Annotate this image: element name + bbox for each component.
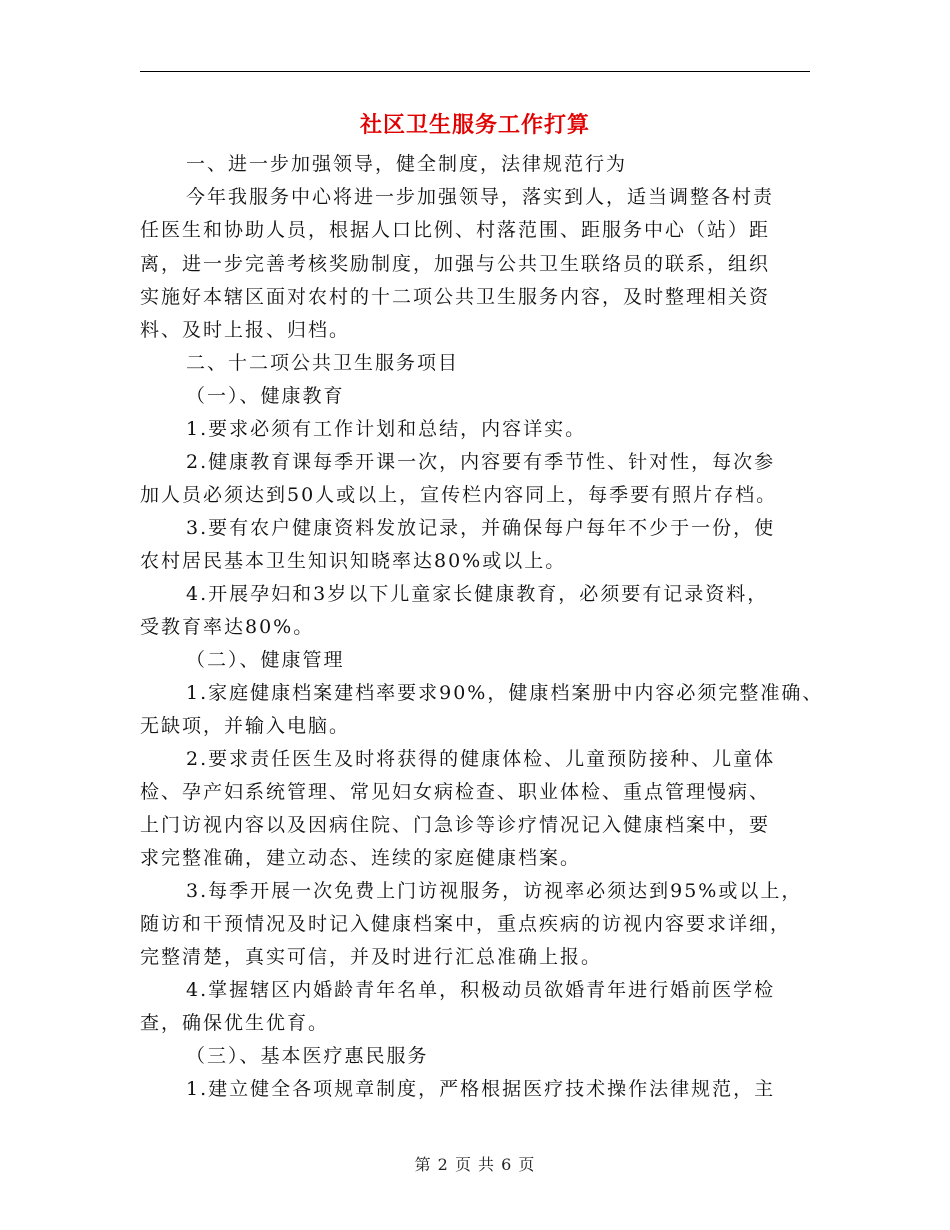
text-line: 今年我服务中心将进一步加强领导，落实到人，适当调整各村责 (186, 186, 775, 208)
text-line: 离，进一步完善考核奖励制度，加强与公共卫生联络员的联系，组织 (140, 253, 771, 275)
text-line: （一）、健康教育 (186, 385, 345, 407)
text-line: 2.健康教育课每季开课一次，内容要有季节性、针对性，每次参 (186, 451, 776, 473)
text-line: 实施好本辖区面对农村的十二项公共卫生服务内容，及时整理相关资 (140, 286, 771, 308)
text-line: 农村居民基本卫生知识知晓率达80%或以上。 (140, 550, 567, 572)
text-line: 任医生和协助人员，根据人口比例、村落范围、距服务中心（站）距 (140, 219, 771, 241)
text-line: 受教育率达80%。 (140, 616, 315, 638)
document-title: 社区卫生服务工作打算 (359, 112, 590, 138)
text-line: 随访和干预情况及时记入健康档案中，重点疾病的访视内容要求详细， (140, 913, 792, 935)
text-line: （二）、健康管理 (186, 649, 345, 671)
text-line: 查，确保优生优育。 (140, 1012, 330, 1034)
text-line: 1.建立健全各项规章制度，严格根据医疗技术操作法律规范，主 (186, 1078, 776, 1100)
text-line: 一、进一步加强领导，健全制度，法律规范行为 (186, 153, 628, 175)
text-line: 二、十二项公共卫生服务项目 (186, 352, 460, 374)
text-line: 4.开展孕妇和3岁以下儿童家长健康教育，必须要有记录资料， (186, 583, 769, 605)
text-line: 2.要求责任医生及时将获得的健康体检、儿童预防接种、儿童体 (186, 748, 776, 770)
text-line: 求完整准确，建立动态、连续的家庭健康档案。 (140, 847, 582, 869)
text-line: 4.掌握辖区内婚龄青年名单，积极动员欲婚青年进行婚前医学检 (186, 979, 776, 1001)
text-line: 3.要有农户健康资料发放记录，并确保每户每年不少于一份，使 (186, 517, 776, 539)
text-line: 无缺项，并输入电脑。 (140, 715, 351, 737)
header-rule (140, 71, 810, 72)
text-line: 料、及时上报、归档。 (140, 319, 351, 341)
text-line: 上门访视内容以及因病住院、门急诊等诊疗情况记入健康档案中，要 (140, 814, 771, 836)
page-number-footer: 第 2 页 共 6 页 (414, 1155, 536, 1174)
text-line: 3.每季开展一次免费上门访视服务，访视率必须达到95%或以上， (186, 880, 803, 902)
text-line: 检、孕产妇系统管理、常见妇女病检查、职业体检、重点管理慢病、 (140, 781, 771, 803)
text-line: 1.家庭健康档案建档率要求90%，健康档案册中内容必须完整准确、 (186, 682, 824, 704)
text-line: 1.要求必须有工作计划和总结，内容详实。 (186, 418, 587, 440)
text-line: 加人员必须达到50人或以上，宣传栏内容同上，每季要有照片存档。 (140, 484, 778, 506)
text-line: （三）、基本医疗惠民服务 (186, 1045, 429, 1067)
text-line: 完整清楚，真实可信，并及时进行汇总准确上报。 (140, 946, 603, 968)
